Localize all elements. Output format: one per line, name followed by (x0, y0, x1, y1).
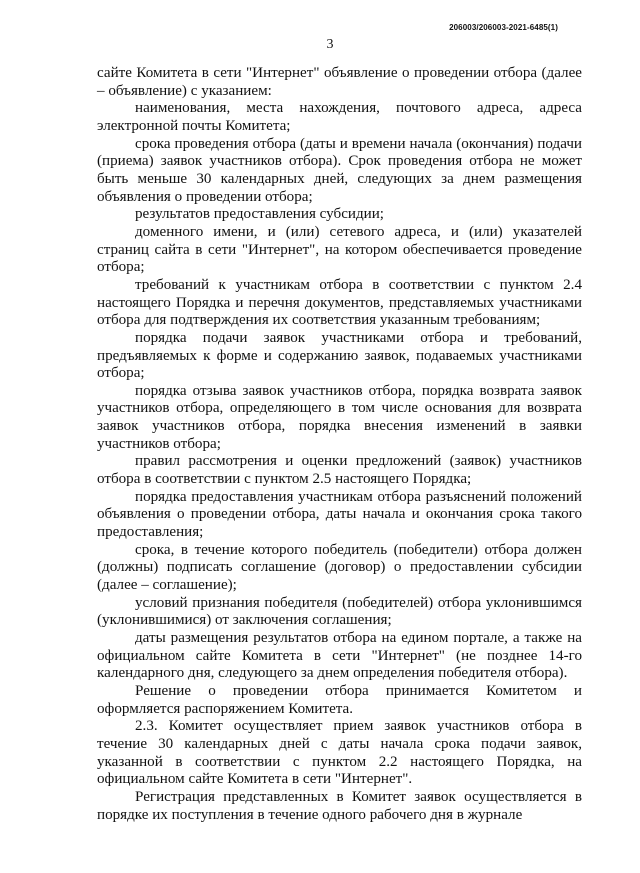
paragraph-evasion-conditions: условий признания победителя (победителей) отбора уклонившимся (уклонившимися) от заключения соглашения; (97, 594, 582, 629)
paragraph-committee-name-address: наименования, места нахождения, почтового адреса, адреса электронной почты Комитета; (97, 100, 582, 134)
document-body (97, 65, 582, 824)
paragraph-participant-requirements: требований к участникам отбора в соответствии с пунктом 2.4 настоящего Порядка и перечня документов, представляемых участниками отбора для подтверждения их соответствия указанным требованиям; (97, 276, 582, 329)
paragraph-announcement-intro: сайте Комитета в сети "Интернет" объявление о проведении отбора (далее – объявление) с указанием: (97, 65, 582, 99)
paragraph-application-procedure: порядка подачи заявок участниками отбора и требований, предъявляемых к форме и содержанию заявок, подаваемых участниками отбора; (97, 329, 582, 382)
paragraph-subsidy-results: результатов предоставления субсидии; (135, 206, 385, 223)
paragraph-selection-decision: Решение о проведении отбора принимается Комитетом и оформляется распоряжением Комитета. (97, 682, 582, 717)
paragraph-domain-name: доменного имени, и (или) сетевого адреса, и (или) указателей страниц сайта в сети "Интернет", на котором обеспечивается проведение отбора; (97, 223, 582, 276)
paragraph-registration: Регистрация представленных в Комитет заявок осуществляется в порядке их поступления в течение одного рабочего дня в журнале (97, 788, 582, 823)
page-number: 3 (326, 37, 334, 52)
document-registration-number: 206003/206003-2021-6485(1) (449, 23, 558, 32)
paragraph-selection-period: срока проведения отбора (даты и времени начала (окончания) подачи (приема) заявок участников отбора). Срок проведения отбора не может быть меньше 30 календарных дней, следующих за днем размещения объявления о проведении отбора; (97, 135, 582, 205)
paragraph-agreement-deadline: срока, в течение которого победитель (победители) отбора должен (должны) подписать соглашение (договор) о предоставлении субсидии (далее – соглашение); (97, 541, 582, 594)
paragraph-results-publication: даты размещения результатов отбора на едином портале, а также на официальном сайте Комитета в сети "Интернет" (не позднее 14-го календарного дня, следующего за днем определения победителя отбора). (97, 630, 582, 682)
paragraph-evaluation-rules: правил рассмотрения и оценки предложений (заявок) участников отбора в соответствии с пунктом 2.5 настоящего Порядка; (97, 453, 582, 488)
paragraph-section-2-3: 2.3. Комитет осуществляет прием заявок участников отбора в течение 30 календарных дней с даты начала срока подачи заявок, указанной в соответствии с пунктом 2.2 настоящего Порядка, на официальном сайте Комитета в сети "Интернет". (97, 718, 582, 788)
paragraph-clarification-procedure: порядка предоставления участникам отбора разъяснений положений объявления о проведении отбора, даты начала и окончания срока такого предоставления; (97, 488, 582, 541)
paragraph-application-withdrawal: порядка отзыва заявок участников отбора, порядка возврата заявок участников отбора, определяющего в том числе основания для возврата заявок участников отбора, порядка внесения изменений в заявки участников отбора; (97, 382, 582, 452)
